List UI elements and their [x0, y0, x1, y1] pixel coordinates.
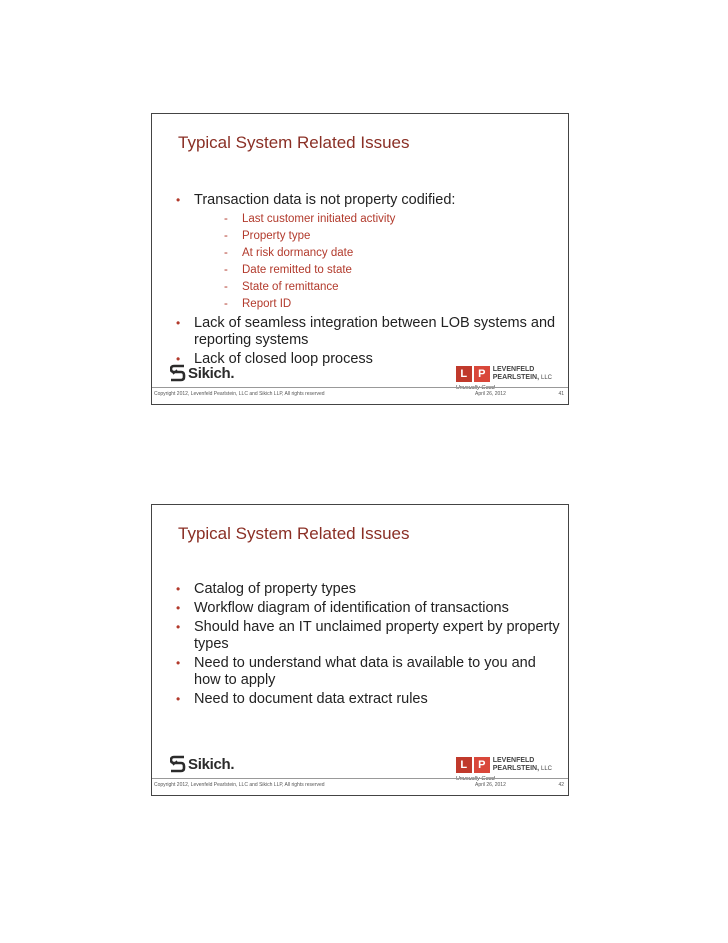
sub-bullet-item: - At risk dormancy date — [224, 245, 562, 262]
bullet-dot-icon: • — [176, 582, 181, 596]
bullet-text: Need to document data extract rules — [194, 691, 428, 707]
slide-footer — [152, 389, 568, 401]
slide-41 — [151, 113, 569, 405]
bullet-item — [170, 655, 562, 689]
lp-l-box: L — [456, 366, 472, 382]
bullet-text: Need to understand what data is available to you and how to apply — [194, 655, 536, 688]
levenfeld-pearlstein-logo — [455, 366, 552, 391]
page-number: 42 — [558, 782, 564, 788]
bullet-item — [170, 691, 562, 708]
slide-title: Typical System Related Issues — [178, 524, 410, 543]
copyright-text: Copyright 2012, Levenfeld Pearlstein, LLC and Sikich LLP, All rights reserved — [154, 391, 325, 397]
lp-p-box: P — [474, 366, 490, 382]
levenfeld-pearlstein-logo — [455, 757, 552, 782]
sub-bullet-item: - Report ID — [224, 296, 562, 313]
bullet-text: Workflow diagram of identification of transactions — [194, 600, 509, 616]
sikich-logo-text: Sikich. — [188, 364, 235, 382]
copyright-text: Copyright 2012, Levenfeld Pearlstein, LLC and Sikich LLP, All rights reserved — [154, 782, 325, 788]
bullet-item — [170, 619, 562, 653]
bullet-text: Lack of seamless integration between LOB systems and reporting systems — [194, 315, 556, 348]
dash-icon: - — [224, 298, 228, 310]
sub-bullet-item: - State of remittance — [224, 279, 562, 296]
bullet-dot-icon: • — [176, 193, 181, 207]
bullet-item — [170, 600, 562, 617]
sub-bullet-list — [194, 211, 562, 313]
bullet-dot-icon: • — [176, 656, 181, 670]
lp-l-box: L — [456, 757, 472, 773]
bullet-text: Transaction data is not property codified: — [194, 192, 456, 208]
footer-divider — [152, 778, 568, 779]
dash-icon: - — [224, 213, 228, 225]
bullet-item — [170, 192, 562, 313]
bullet-dot-icon: • — [176, 316, 181, 330]
bullet-dot-icon: • — [176, 352, 181, 366]
lp-tagline: Unusually Good — [455, 776, 495, 782]
bullet-list — [170, 192, 562, 370]
bullet-text: Should have an IT unclaimed property expert by property types — [194, 619, 560, 652]
lp-wordmark: LEVENFELD PEARLSTEIN, LLC — [492, 366, 552, 381]
sub-bullet-item: - Last customer initiated activity — [224, 211, 562, 228]
dash-icon: - — [224, 264, 228, 276]
bullet-dot-icon: • — [176, 692, 181, 706]
bullet-item — [170, 315, 562, 349]
footer-date: April 26, 2012 — [475, 782, 506, 788]
footer-divider — [152, 387, 568, 388]
lp-p-box: P — [474, 757, 490, 773]
slide-title: Typical System Related Issues — [178, 133, 410, 152]
bullet-text: Lack of closed loop process — [194, 351, 373, 367]
bullet-list — [170, 581, 562, 710]
bullet-text: Catalog of property types — [194, 581, 357, 597]
bullet-item — [170, 581, 562, 598]
sub-bullet-item: - Property type — [224, 228, 562, 245]
sikich-logo — [170, 364, 234, 382]
page-number: 41 — [558, 391, 564, 397]
lp-tagline: Unusually Good — [455, 385, 495, 391]
lp-wordmark: LEVENFELD PEARLSTEIN, LLC — [492, 757, 552, 772]
bullet-dot-icon: • — [176, 620, 181, 634]
dash-icon: - — [224, 230, 228, 242]
sikich-logo-text: Sikich. — [188, 755, 235, 773]
slide-42 — [151, 504, 569, 796]
dash-icon: - — [224, 247, 228, 259]
sikich-logo — [170, 755, 234, 773]
sikich-mark-icon — [170, 364, 186, 382]
sikich-mark-icon — [170, 755, 186, 773]
footer-date: April 26, 2012 — [475, 391, 506, 397]
bullet-dot-icon: • — [176, 601, 181, 615]
slide-footer — [152, 780, 568, 792]
dash-icon: - — [224, 281, 228, 293]
sub-bullet-item: - Date remitted to state — [224, 262, 562, 279]
